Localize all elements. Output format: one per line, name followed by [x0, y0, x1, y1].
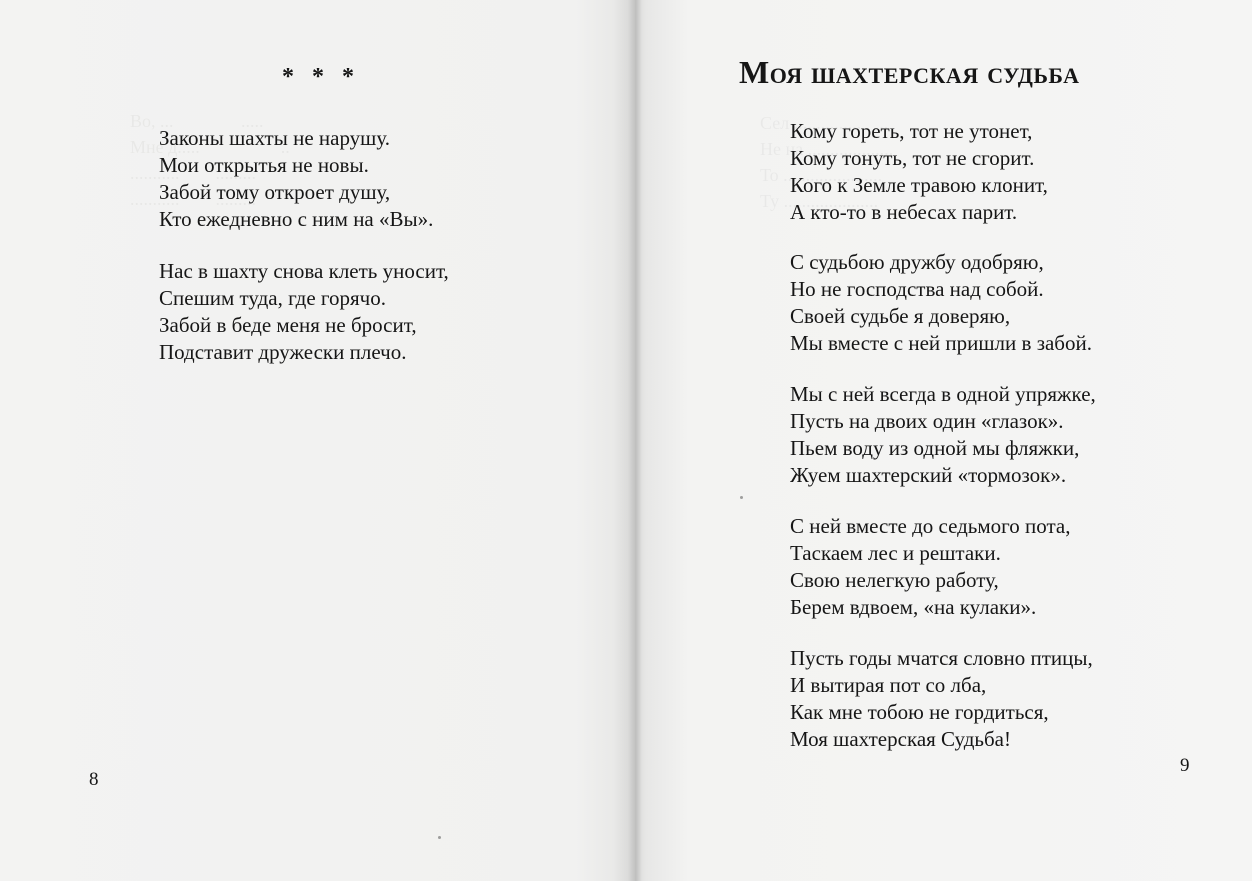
poem-line: Забой тому откроет душу,: [159, 180, 391, 204]
poem-line: Как мне тобою не гордиться,: [790, 700, 1049, 724]
right-stanza-3: [790, 381, 1096, 489]
poem-line: Жуем шахтерский «тормозок».: [790, 463, 1067, 487]
poem-line: С судьбою дружбу одобряю,: [790, 250, 1044, 274]
poem-line: Кого к Земле травою клонит,: [790, 173, 1048, 197]
right-page: [642, 0, 1252, 881]
poem-line: Но не господства над собой.: [790, 277, 1044, 301]
poem-line: Таскаем лес и рештаки.: [790, 541, 1001, 565]
poem-line: Кому гореть, тот не утонет,: [790, 119, 1033, 143]
poem-line: Мы с ней всегда в одной упряжке,: [790, 382, 1096, 406]
poem-line: Кто ежедневно с ним на «Вы».: [159, 207, 434, 231]
poem-line: Мои открытья не новы.: [159, 153, 369, 177]
right-stanza-1: [790, 118, 1048, 226]
poem-line: Подставит дружески плечо.: [159, 340, 407, 364]
page-number-right: 9: [1180, 755, 1190, 776]
poem-line: И вытирая пот со лба,: [790, 673, 987, 697]
poem-line: Мы вместе с ней пришли в забой.: [790, 331, 1092, 355]
poem-line: Кому тонуть, тот не сгорит.: [790, 146, 1035, 170]
right-stanza-2: [790, 249, 1092, 357]
poem-line: Пусть на двоих один «глазок».: [790, 409, 1064, 433]
paper-speck: [438, 836, 441, 839]
poem-line: Нас в шахту снова клеть уносит,: [159, 259, 449, 283]
poem-line: Законы шахты не нарушу.: [159, 126, 390, 150]
poem-line: Пьем воду из одной мы фляжки,: [790, 436, 1080, 460]
paper-speck: [740, 496, 743, 499]
left-stanza-2: [159, 258, 449, 366]
right-stanza-4: [790, 513, 1070, 621]
left-stanza-1: [159, 125, 433, 233]
poem-line: Пусть годы мчатся словно птицы,: [790, 646, 1093, 670]
poem-line: Моя шахтерская Судьба!: [790, 727, 1011, 751]
poem-line: Забой в беде меня не бросит,: [159, 313, 417, 337]
poem-line: Берем вдвоем, «на кулаки».: [790, 595, 1037, 619]
poem-line: А кто-то в небесах парит.: [790, 200, 1018, 224]
poem-line: С ней вместе до седьмого пота,: [790, 514, 1071, 538]
poem-line: Спешим туда, где горячо.: [159, 286, 386, 310]
right-stanza-5: [790, 645, 1093, 753]
section-divider-stars: * * *: [282, 64, 360, 90]
poem-line: Своей судьбе я доверяю,: [790, 304, 1011, 328]
page-number-left: 8: [89, 769, 99, 790]
poem-title: Моя шахтерская судьба: [739, 54, 1080, 90]
book-spine: [628, 0, 642, 881]
poem-line: Свою нелегкую работу,: [790, 568, 999, 592]
